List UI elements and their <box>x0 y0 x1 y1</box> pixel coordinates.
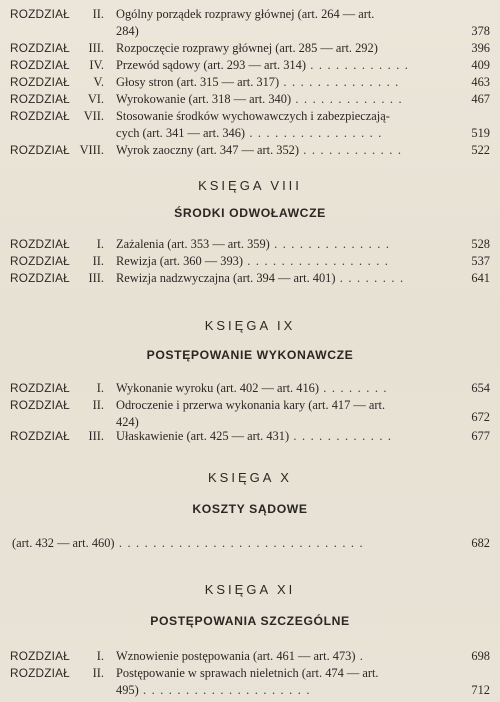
entry-title-line: 284) <box>116 24 139 38</box>
chapter-label: ROZDZIAŁ <box>10 143 70 157</box>
entry-title-line: Przewód sądowy (art. 293 — art. 314) <box>116 58 306 72</box>
entry-title-line: Ułaskawienie (art. 425 — art. 431) <box>116 429 290 443</box>
dot-leader: . . . . . . . . . . . . . . . . . <box>242 254 390 268</box>
page-number: 396 <box>471 41 490 55</box>
entry-title-line: Wykonanie wyroku (art. 402 — art. 416) <box>116 381 319 395</box>
chapter-label: ROZDZIAŁ <box>10 92 70 106</box>
dot-leader: . . . . . . . . . . . . . . <box>279 75 400 89</box>
chapter-label: ROZDZIAŁ <box>10 271 70 285</box>
chapter-number: VI. <box>87 92 104 106</box>
page-number: 522 <box>471 143 490 157</box>
entry-title-line: Rozpoczęcie rozprawy głównej (art. 285 — art. 292) <box>116 41 378 55</box>
page-number: 698 <box>471 649 490 663</box>
entry-title-line: Postępowanie w sprawach nieletnich (art. 474 — art. <box>116 666 379 680</box>
dot-leader: . . . . . . . . <box>335 271 405 285</box>
entry-title-line: Rewizja (art. 360 — 393) <box>116 254 243 268</box>
chapter-number: II. <box>92 398 104 412</box>
entry-title-line: Odroczenie i przerwa wykonania kary (art. 417 — art. <box>116 398 386 412</box>
page-number: 672 <box>471 410 490 424</box>
book-heading: KSIĘGA VIII <box>198 178 302 193</box>
chapter-number: III. <box>88 429 104 443</box>
chapter-label: ROZDZIAŁ <box>10 381 70 395</box>
chapter-number: VIII. <box>79 143 104 157</box>
chapter-number: III. <box>88 41 104 55</box>
page-number: 409 <box>471 58 490 72</box>
dot-leader: . . . . . . . . <box>318 381 388 395</box>
chapter-label: ROZDZIAŁ <box>10 666 70 680</box>
page-number: 654 <box>471 381 490 395</box>
chapter-label: ROZDZIAŁ <box>10 109 70 123</box>
entry-title-line: 495) <box>116 683 139 697</box>
page-number: 463 <box>471 75 490 89</box>
dot-leader: . . . . . . . . . . . . . . . . . . . . <box>138 683 311 697</box>
chapter-number: IV. <box>89 58 104 72</box>
entry-title-line: Zażalenia (art. 353 — art. 359) <box>116 237 270 251</box>
chapter-label: ROZDZIAŁ <box>10 58 70 72</box>
book-heading: KSIĘGA X <box>208 470 292 485</box>
chapter-number: VII. <box>83 109 104 123</box>
entry-title-line: Wznowienie postępowania (art. 461 — art. 473) <box>116 649 356 663</box>
chapter-number: II. <box>92 666 104 680</box>
section-heading: POSTĘPOWANIE WYKONAWCZE <box>146 348 354 362</box>
page-number: 467 <box>471 92 490 106</box>
entry-title <box>116 6 448 40</box>
entry-title-line: Wyrokowanie (art. 318 — art. 340) <box>116 92 292 106</box>
dot-leader: . . . . . . . . . . . . . . <box>269 237 391 251</box>
page-number: 378 <box>471 24 490 38</box>
dot-leader: . . . . . . . . . . . . <box>305 58 410 72</box>
chapter-number: I. <box>96 649 104 663</box>
dot-leader: . . . . . . . . . . . . . . . . . . . . . . . . . . . . . <box>114 536 364 550</box>
chapter-label: ROZDZIAŁ <box>10 649 70 663</box>
chapter-label: ROZDZIAŁ <box>10 254 70 268</box>
entry-title-line: Ogólny porządek rozprawy głównej (art. 264 — art. <box>116 7 375 21</box>
book-heading: KSIĘGA XI <box>204 582 296 597</box>
page-number: 641 <box>471 271 490 285</box>
chapter-label: ROZDZIAŁ <box>10 75 70 89</box>
dot-leader: . . . . . . . . . . . . <box>289 429 393 443</box>
book-heading: KSIĘGA IX <box>204 318 296 333</box>
chapter-number: V. <box>93 75 104 89</box>
section-heading: ŚRODKI ODWOŁAWCZE <box>174 206 326 220</box>
chapter-number: II. <box>92 7 104 21</box>
dot-leader: . . . . . . . . . . . . . <box>291 92 403 106</box>
entry-title-line: (art. 432 — art. 460) <box>12 536 115 550</box>
chapter-number: I. <box>96 381 104 395</box>
entry-title-line: Głosy stron (art. 315 — art. 317) <box>116 75 280 89</box>
entry-title-line: cych (art. 341 — art. 346) <box>116 126 246 140</box>
chapter-label: ROZDZIAŁ <box>10 237 70 251</box>
chapter-label: ROZDZIAŁ <box>10 7 70 21</box>
entry-title-line: Stosowanie środków wychowawczych i zabezpieczają- <box>116 109 390 123</box>
entry-title-line: Rewizja nadzwyczajna (art. 394 — art. 401) <box>116 271 336 285</box>
chapter-label: ROZDZIAŁ <box>10 429 70 443</box>
page-number: 712 <box>471 683 490 697</box>
section-heading: POSTĘPOWANIA SZCZEGÓLNE <box>150 614 350 628</box>
dot-leader: . . . . . . . . . . . . <box>298 143 403 157</box>
page-number: 677 <box>471 429 490 443</box>
entry-title-line: Wyrok zaoczny (art. 347 — art. 352) <box>116 143 299 157</box>
page-number: 519 <box>471 126 490 140</box>
dot-leader: . . . . . . . . . . . . . . . . <box>245 126 383 140</box>
page-number: 528 <box>471 237 490 251</box>
dot-leader: . <box>355 649 365 663</box>
chapter-label: ROZDZIAŁ <box>10 398 70 412</box>
chapter-number: II. <box>92 254 104 268</box>
section-heading: KOSZTY SĄDOWE <box>192 502 308 516</box>
chapter-number: I. <box>96 237 104 251</box>
entry-title-line: 424) <box>116 415 139 429</box>
chapter-number: III. <box>88 271 104 285</box>
page-number: 682 <box>471 536 490 550</box>
toc-entry-plain <box>12 535 364 552</box>
chapter-label: ROZDZIAŁ <box>10 41 70 55</box>
page-number: 537 <box>471 254 490 268</box>
